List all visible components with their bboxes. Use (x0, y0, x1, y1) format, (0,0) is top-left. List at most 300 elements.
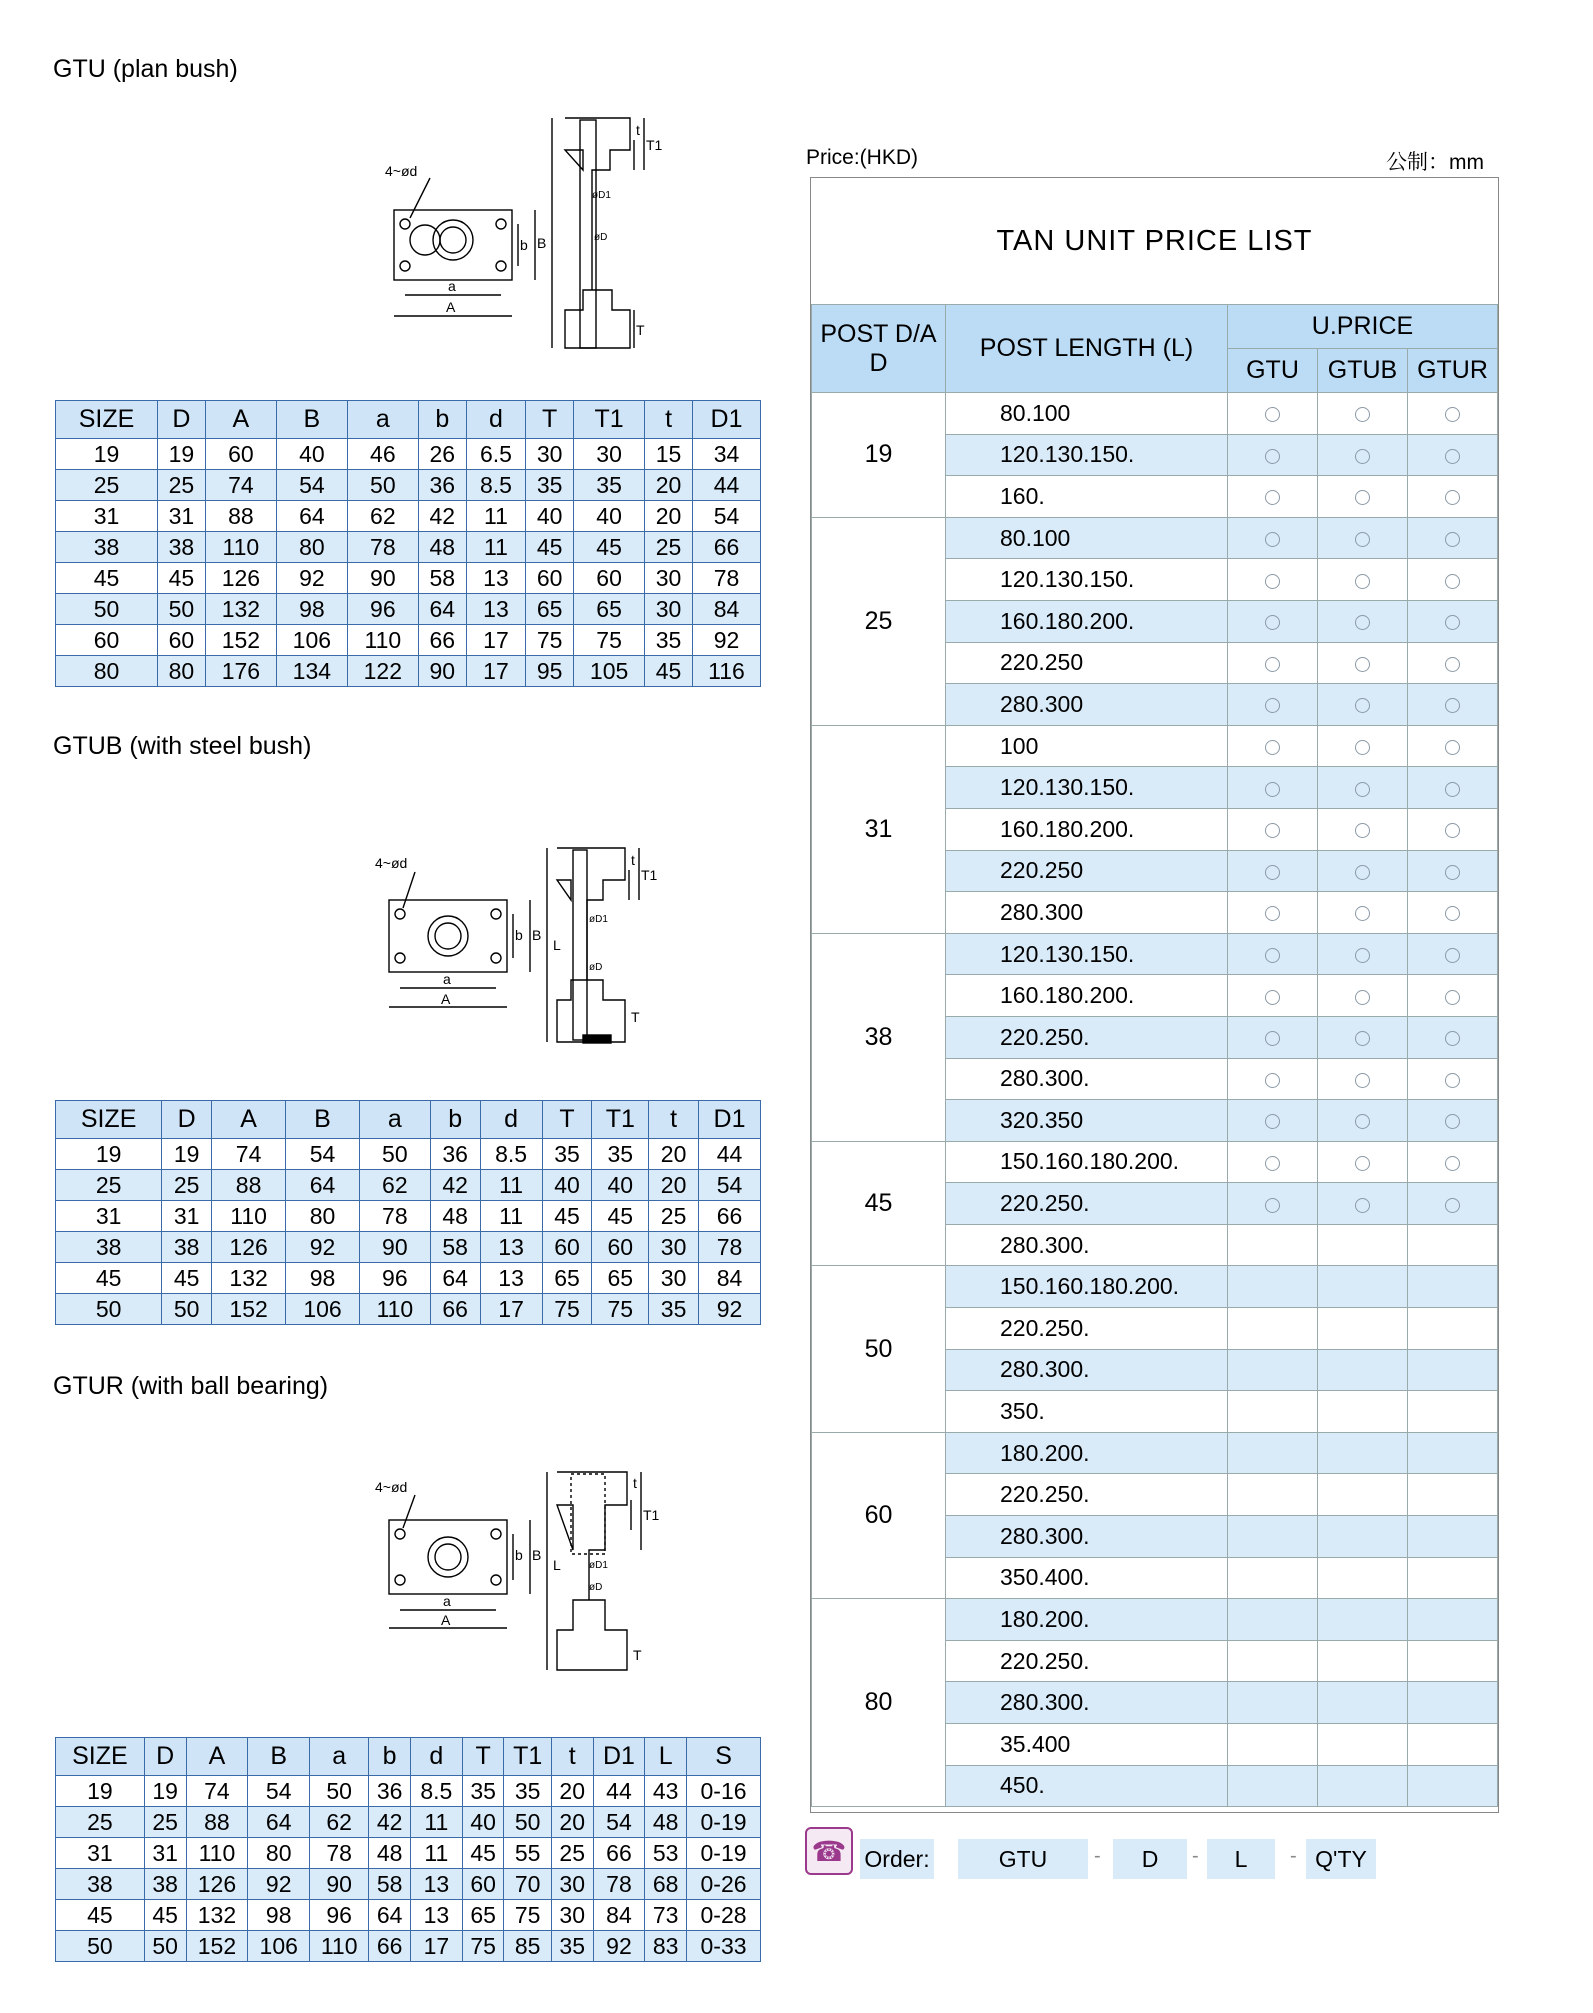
price-cell (1228, 1474, 1318, 1516)
radio-circle-icon[interactable] (1265, 1073, 1280, 1088)
col-header: T1 (504, 1738, 551, 1776)
radio-circle-icon[interactable] (1355, 1114, 1370, 1129)
price-cell[interactable] (1228, 1100, 1318, 1142)
price-cell (1228, 1349, 1318, 1391)
table-cell: 92 (693, 625, 761, 656)
radio-circle-icon[interactable] (1355, 490, 1370, 505)
table-cell: 88 (186, 1807, 248, 1838)
radio-circle-icon[interactable] (1265, 1198, 1280, 1213)
table-cell: 30 (649, 1232, 699, 1263)
table-cell: 45 (574, 532, 645, 563)
table-cell: 98 (276, 594, 347, 625)
table-row (56, 1170, 761, 1201)
price-cell[interactable] (1318, 725, 1408, 767)
table-cell: 90 (310, 1869, 369, 1900)
table-cell: 19 (56, 1139, 162, 1170)
table-cell: 80 (248, 1838, 310, 1869)
table-cell: 19 (56, 439, 158, 470)
table-cell: 45 (56, 1263, 162, 1294)
table-cell: 65 (526, 594, 574, 625)
table-cell: 35 (504, 1776, 551, 1807)
price-cell (1318, 1474, 1408, 1516)
radio-circle-icon[interactable] (1445, 1198, 1460, 1213)
price-cell[interactable] (1318, 684, 1408, 726)
table-cell: 19 (144, 1776, 186, 1807)
col-header: A (186, 1738, 248, 1776)
price-cell[interactable] (1318, 1141, 1408, 1183)
table-cell: 60 (205, 439, 276, 470)
table-cell: 25 (56, 1807, 145, 1838)
table-cell: 64 (369, 1900, 411, 1931)
table-cell: 30 (645, 563, 693, 594)
price-cell[interactable] (1408, 559, 1498, 601)
table-cell: 106 (286, 1294, 360, 1325)
table-cell: 45 (162, 1263, 212, 1294)
price-cell[interactable] (1228, 892, 1318, 934)
table-cell: 152 (205, 625, 276, 656)
price-cell[interactable] (1408, 1141, 1498, 1183)
table-cell: 11 (480, 1170, 542, 1201)
col-header: a (347, 401, 418, 439)
post-length: 35.400 (946, 1724, 1228, 1766)
table-cell: 84 (593, 1900, 645, 1931)
price-cell[interactable] (1408, 1183, 1498, 1225)
order-field-qty: Q'TY (1306, 1839, 1376, 1879)
unit-label: 公制：mm (1386, 151, 1484, 174)
table-cell: 78 (310, 1838, 369, 1869)
radio-circle-icon[interactable] (1355, 407, 1370, 422)
radio-circle-icon[interactable] (1265, 823, 1280, 838)
radio-circle-icon[interactable] (1355, 1198, 1370, 1213)
price-cell[interactable] (1228, 476, 1318, 518)
post-length: 280.300. (946, 1224, 1228, 1266)
radio-circle-icon[interactable] (1355, 574, 1370, 589)
table-cell: 54 (276, 470, 347, 501)
table-cell: 45 (592, 1201, 649, 1232)
gtub-drawing (375, 810, 715, 1065)
price-cell[interactable] (1318, 850, 1408, 892)
post-length: 80.100 (946, 517, 1228, 559)
table-cell: 13 (466, 563, 525, 594)
price-cell[interactable] (1228, 393, 1318, 435)
price-cell (1318, 1391, 1408, 1433)
holes-label: 4~ød (375, 855, 408, 871)
table-cell: 110 (186, 1838, 248, 1869)
price-cell[interactable] (1408, 725, 1498, 767)
col-header: t (649, 1101, 699, 1139)
table-cell: 20 (649, 1170, 699, 1201)
price-cell[interactable] (1228, 725, 1318, 767)
price-cell (1228, 1266, 1318, 1308)
radio-circle-icon[interactable] (1265, 407, 1280, 422)
col-header: SIZE (56, 401, 158, 439)
post-length: 220.250 (946, 642, 1228, 684)
price-cell[interactable] (1408, 767, 1498, 809)
table-cell: 31 (56, 501, 158, 532)
table-cell: 38 (56, 532, 158, 563)
radio-circle-icon[interactable] (1265, 990, 1280, 1005)
table-cell: 20 (551, 1807, 593, 1838)
price-cell[interactable] (1228, 1058, 1318, 1100)
price-cell[interactable] (1408, 808, 1498, 850)
table-row (56, 1931, 761, 1962)
price-cell[interactable] (1228, 517, 1318, 559)
radio-circle-icon[interactable] (1445, 948, 1460, 963)
radio-circle-icon[interactable] (1355, 615, 1370, 630)
table-row (56, 1232, 761, 1263)
price-cell (1318, 1224, 1408, 1266)
radio-circle-icon[interactable] (1355, 1156, 1370, 1171)
table-cell: 31 (157, 501, 205, 532)
table-cell: 116 (693, 656, 761, 687)
post-length: 120.130.150. (946, 559, 1228, 601)
price-cell[interactable] (1408, 600, 1498, 642)
radio-circle-icon[interactable] (1265, 782, 1280, 797)
price-cell[interactable] (1228, 684, 1318, 726)
price-cell (1318, 1557, 1408, 1599)
radio-circle-icon[interactable] (1445, 865, 1460, 880)
table-cell: 40 (592, 1170, 649, 1201)
radio-circle-icon[interactable] (1265, 948, 1280, 963)
price-cell[interactable] (1228, 850, 1318, 892)
price-cell (1228, 1640, 1318, 1682)
price-cell[interactable] (1408, 434, 1498, 476)
table-cell: 38 (56, 1869, 145, 1900)
radio-circle-icon[interactable] (1445, 532, 1460, 547)
post-length: 150.160.180.200. (946, 1141, 1228, 1183)
post-length: 280.300. (946, 1058, 1228, 1100)
table-cell: 35 (542, 1139, 592, 1170)
table-cell: 50 (310, 1776, 369, 1807)
table-cell: 31 (56, 1201, 162, 1232)
radio-circle-icon[interactable] (1355, 1031, 1370, 1046)
price-cell[interactable] (1318, 975, 1408, 1017)
radio-circle-icon[interactable] (1445, 740, 1460, 755)
L-label: L (553, 1557, 561, 1573)
price-row (812, 1432, 1498, 1474)
price-cell[interactable] (1408, 933, 1498, 975)
price-cell[interactable] (1228, 600, 1318, 642)
price-cell[interactable] (1408, 850, 1498, 892)
price-cell[interactable] (1318, 892, 1408, 934)
table-cell: 45 (526, 532, 574, 563)
price-cell[interactable] (1318, 517, 1408, 559)
price-cell[interactable] (1318, 393, 1408, 435)
table-cell: 60 (592, 1232, 649, 1263)
radio-circle-icon[interactable] (1265, 1031, 1280, 1046)
A-label: A (446, 299, 456, 315)
price-cell[interactable] (1318, 1100, 1408, 1142)
table-cell: 30 (574, 439, 645, 470)
price-cell[interactable] (1318, 1058, 1408, 1100)
table-cell: 152 (186, 1931, 248, 1962)
price-cell[interactable] (1318, 434, 1408, 476)
D1-label: øD1 (592, 190, 611, 201)
table-cell: 110 (359, 1294, 430, 1325)
price-cell (1228, 1724, 1318, 1766)
order-field-l: L (1207, 1839, 1275, 1879)
table-cell: 62 (347, 501, 418, 532)
table-cell: 75 (542, 1294, 592, 1325)
post-length: 280.300 (946, 684, 1228, 726)
price-cell[interactable] (1228, 434, 1318, 476)
table-cell: 50 (347, 470, 418, 501)
price-row (812, 725, 1498, 767)
table-cell: 8.5 (466, 470, 525, 501)
col-header: B (276, 401, 347, 439)
table-cell: 25 (551, 1838, 593, 1869)
table-cell: 45 (56, 1900, 145, 1931)
T-label: T (636, 322, 645, 338)
radio-circle-icon[interactable] (1265, 1156, 1280, 1171)
table-cell: 45 (645, 656, 693, 687)
table-cell: 62 (310, 1807, 369, 1838)
table-cell: 65 (542, 1263, 592, 1294)
table-cell: 50 (56, 1294, 162, 1325)
price-table (811, 304, 1498, 1807)
radio-circle-icon[interactable] (1445, 782, 1460, 797)
table-cell: 50 (359, 1139, 430, 1170)
post-length: 150.160.180.200. (946, 1266, 1228, 1308)
col-header: b (369, 1738, 411, 1776)
radio-circle-icon[interactable] (1265, 657, 1280, 672)
T-label: T (631, 1009, 640, 1025)
table-cell: 78 (699, 1232, 761, 1263)
price-cell[interactable] (1408, 1016, 1498, 1058)
price-cell (1228, 1682, 1318, 1724)
table-cell: 66 (593, 1838, 645, 1869)
radio-circle-icon[interactable] (1355, 823, 1370, 838)
table-cell: 78 (693, 563, 761, 594)
price-cell[interactable] (1318, 642, 1408, 684)
radio-circle-icon[interactable] (1355, 740, 1370, 755)
col-post-length: POST LENGTH (L) (946, 305, 1228, 393)
table-cell: 0-33 (687, 1931, 761, 1962)
table-row (56, 656, 761, 687)
table-cell: 65 (574, 594, 645, 625)
radio-circle-icon[interactable] (1445, 657, 1460, 672)
radio-circle-icon[interactable] (1355, 532, 1370, 547)
table-cell: 35 (526, 470, 574, 501)
col-header: A (205, 401, 276, 439)
post-length: 120.130.150. (946, 933, 1228, 975)
radio-circle-icon[interactable] (1445, 1031, 1460, 1046)
D-label: øD (594, 232, 608, 243)
post-size: 45 (812, 1141, 946, 1266)
col-header: L (645, 1738, 687, 1776)
order-sep: - (1094, 1845, 1101, 1867)
a-label: a (443, 1593, 451, 1609)
table-cell: 78 (347, 532, 418, 563)
price-cell[interactable] (1228, 1183, 1318, 1225)
table-cell: 96 (310, 1900, 369, 1931)
T1-label: T1 (641, 867, 658, 883)
table-cell: 38 (144, 1869, 186, 1900)
radio-circle-icon[interactable] (1265, 615, 1280, 630)
price-cell[interactable] (1318, 476, 1408, 518)
price-cell (1318, 1599, 1408, 1641)
price-cell[interactable] (1228, 642, 1318, 684)
table-cell: 44 (693, 470, 761, 501)
table-row (56, 1838, 761, 1869)
radio-circle-icon[interactable] (1355, 657, 1370, 672)
price-cell (1408, 1682, 1498, 1724)
table-cell: 38 (56, 1232, 162, 1263)
radio-circle-icon[interactable] (1265, 532, 1280, 547)
price-cell[interactable] (1228, 1141, 1318, 1183)
radio-circle-icon[interactable] (1355, 449, 1370, 464)
radio-circle-icon[interactable] (1445, 1114, 1460, 1129)
table-cell: 11 (466, 532, 525, 563)
radio-circle-icon[interactable] (1265, 490, 1280, 505)
b-label: b (515, 927, 523, 943)
price-cell (1228, 1765, 1318, 1807)
radio-circle-icon[interactable] (1445, 1156, 1460, 1171)
price-cell[interactable] (1408, 1058, 1498, 1100)
radio-circle-icon[interactable] (1265, 574, 1280, 589)
table-cell: 74 (205, 470, 276, 501)
table-cell: 35 (551, 1931, 593, 1962)
price-cell[interactable] (1318, 1183, 1408, 1225)
price-cell[interactable] (1318, 808, 1408, 850)
table-cell: 45 (144, 1900, 186, 1931)
radio-circle-icon[interactable] (1445, 906, 1460, 921)
radio-circle-icon[interactable] (1445, 615, 1460, 630)
price-cell[interactable] (1318, 1016, 1408, 1058)
price-cell (1408, 1599, 1498, 1641)
table-cell: 65 (592, 1263, 649, 1294)
table-cell: 90 (359, 1232, 430, 1263)
order-sep: - (1192, 1845, 1199, 1867)
price-cell[interactable] (1228, 808, 1318, 850)
radio-circle-icon[interactable] (1445, 449, 1460, 464)
table-cell: 13 (410, 1900, 462, 1931)
radio-circle-icon[interactable] (1445, 990, 1460, 1005)
price-cell[interactable] (1318, 767, 1408, 809)
A-label: A (441, 991, 451, 1007)
radio-circle-icon[interactable] (1445, 698, 1460, 713)
price-cell[interactable] (1408, 393, 1498, 435)
T-label: T (633, 1647, 642, 1663)
radio-circle-icon[interactable] (1445, 1073, 1460, 1088)
radio-circle-icon[interactable] (1265, 740, 1280, 755)
table-cell: 35 (462, 1776, 504, 1807)
radio-circle-icon[interactable] (1355, 990, 1370, 1005)
table-cell: 60 (526, 563, 574, 594)
price-cell[interactable] (1408, 517, 1498, 559)
col-header: d (466, 401, 525, 439)
post-length: 160.180.200. (946, 975, 1228, 1017)
radio-circle-icon[interactable] (1355, 1073, 1370, 1088)
table-cell: 45 (56, 563, 158, 594)
radio-circle-icon[interactable] (1265, 449, 1280, 464)
post-length: 160.180.200. (946, 600, 1228, 642)
table-cell: 6.5 (466, 439, 525, 470)
table-cell: 17 (480, 1294, 542, 1325)
table-cell: 30 (551, 1900, 593, 1931)
table-cell: 66 (369, 1931, 411, 1962)
table-cell: 46 (347, 439, 418, 470)
table-cell: 58 (418, 563, 466, 594)
price-list-panel (810, 177, 1499, 1813)
table-cell: 54 (286, 1139, 360, 1170)
price-cell[interactable] (1408, 642, 1498, 684)
price-cell[interactable] (1408, 476, 1498, 518)
price-cell[interactable] (1318, 933, 1408, 975)
table-cell: 88 (212, 1170, 286, 1201)
price-cell[interactable] (1228, 1016, 1318, 1058)
table-cell: 92 (699, 1294, 761, 1325)
radio-circle-icon[interactable] (1445, 407, 1460, 422)
radio-circle-icon[interactable] (1265, 906, 1280, 921)
radio-circle-icon[interactable] (1355, 906, 1370, 921)
price-cell[interactable] (1408, 684, 1498, 726)
table-cell: 25 (144, 1807, 186, 1838)
radio-circle-icon[interactable] (1445, 823, 1460, 838)
table-cell: 19 (157, 439, 205, 470)
radio-circle-icon[interactable] (1265, 865, 1280, 880)
table-cell: 60 (56, 625, 158, 656)
post-size: 19 (812, 393, 946, 518)
table-cell: 30 (645, 594, 693, 625)
table-cell: 98 (248, 1900, 310, 1931)
table-cell: 132 (186, 1900, 248, 1931)
radio-circle-icon[interactable] (1355, 948, 1370, 963)
price-cell[interactable] (1318, 559, 1408, 601)
col-header: A (212, 1101, 286, 1139)
table-row (56, 1294, 761, 1325)
price-cell[interactable] (1408, 892, 1498, 934)
table-cell: 17 (466, 625, 525, 656)
b-label: b (520, 237, 528, 253)
phone-icon: ☎ (805, 1827, 853, 1875)
radio-circle-icon[interactable] (1355, 782, 1370, 797)
radio-circle-icon[interactable] (1265, 698, 1280, 713)
price-row (812, 517, 1498, 559)
price-cell[interactable] (1408, 975, 1498, 1017)
price-cell (1408, 1724, 1498, 1766)
price-cell[interactable] (1408, 1100, 1498, 1142)
table-cell: 30 (551, 1869, 593, 1900)
price-cell (1408, 1516, 1498, 1558)
holes-label: 4~ød (375, 1479, 408, 1495)
table-cell: 42 (430, 1170, 480, 1201)
table-row (56, 501, 761, 532)
t-label: t (633, 1475, 637, 1491)
b-label: b (515, 1547, 523, 1563)
price-cell[interactable] (1228, 975, 1318, 1017)
table-cell: 38 (157, 532, 205, 563)
table-cell: 152 (212, 1294, 286, 1325)
B-label: B (537, 235, 547, 251)
table-cell: 54 (593, 1807, 645, 1838)
price-cell[interactable] (1228, 767, 1318, 809)
radio-circle-icon[interactable] (1445, 490, 1460, 505)
table-cell: 13 (410, 1869, 462, 1900)
price-cell[interactable] (1228, 559, 1318, 601)
radio-circle-icon[interactable] (1265, 1114, 1280, 1129)
radio-circle-icon[interactable] (1355, 865, 1370, 880)
order-field-model: GTU (958, 1839, 1088, 1879)
table-cell: 126 (186, 1869, 248, 1900)
radio-circle-icon[interactable] (1355, 698, 1370, 713)
radio-circle-icon[interactable] (1445, 574, 1460, 589)
price-cell[interactable] (1228, 933, 1318, 975)
table-row (56, 470, 761, 501)
price-cell[interactable] (1318, 600, 1408, 642)
price-cell (1318, 1266, 1408, 1308)
table-cell: 78 (359, 1201, 430, 1232)
